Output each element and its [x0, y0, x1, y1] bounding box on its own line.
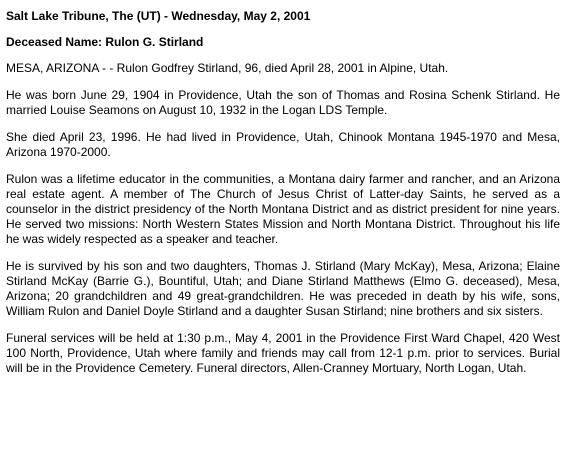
- obituary-paragraph-death-notice: MESA, ARIZONA - - Rulon Godfrey Stirland, 96, died April 28, 2001 in Alpine, Utah.: [6, 61, 449, 75]
- obituary-paragraph-funeral: Funeral services will be held at 1:30 p.m., May 4, 2001 in the Providence First Ward Chapel, 420 West 100 North, Providence, Utah where family and friends may call from 12-1 p.m. prior to services. Burial will be in the Providence Cemetery. Funeral directors, Allen-Cranney Mortuary, North Logan, Utah.: [6, 331, 560, 375]
- newspaper-source-heading: Salt Lake Tribune, The (UT) - Wednesday, May 2, 2001: [6, 9, 311, 23]
- obituary-paragraph-residence: She died April 23, 1996. He had lived in Providence, Utah, Chinook Montana 1945-1970 and Mesa, Arizona 1970-2000.: [6, 130, 560, 159]
- obituary-paragraph-birth-marriage: He was born June 29, 1904 in Providence, Utah the son of Thomas and Rosina Schenk Stirland. He married Louise Seamons on August 10, 1932 in the Logan LDS Temple.: [6, 88, 560, 117]
- obituary-paragraph-life-work: Rulon was a lifetime educator in the communities, a Montana dairy farmer and rancher, and an Arizona real estate agent. A member of The Church of Jesus Christ of Latter-day Saints, he served as a counselor in the district presidency of the North Montana District and as district president for nine years. He served two missions: North Western States Mission and North Montana District. Throughout his life he was widely respected as a speaker and teacher.: [6, 172, 560, 246]
- deceased-name-heading: Deceased Name: Rulon G. Stirland: [6, 35, 204, 49]
- obituary-paragraph-survivors: He is survived by his son and two daughters, Thomas J. Stirland (Mary McKay), Mesa, Arizona; Elaine Stirland McKay (Barrie G.), Bountiful, Utah; and Diane Stirland Matthews (Elmo G. deceased), Mesa, Arizona; 20 grandchildren and 49 great-grandchildren. He was preceded in death by his wife, sons, William Rulon and Daniel Doyle Stirland and a daughter Susan Stirland; nine brothers and six sisters.: [6, 259, 560, 318]
